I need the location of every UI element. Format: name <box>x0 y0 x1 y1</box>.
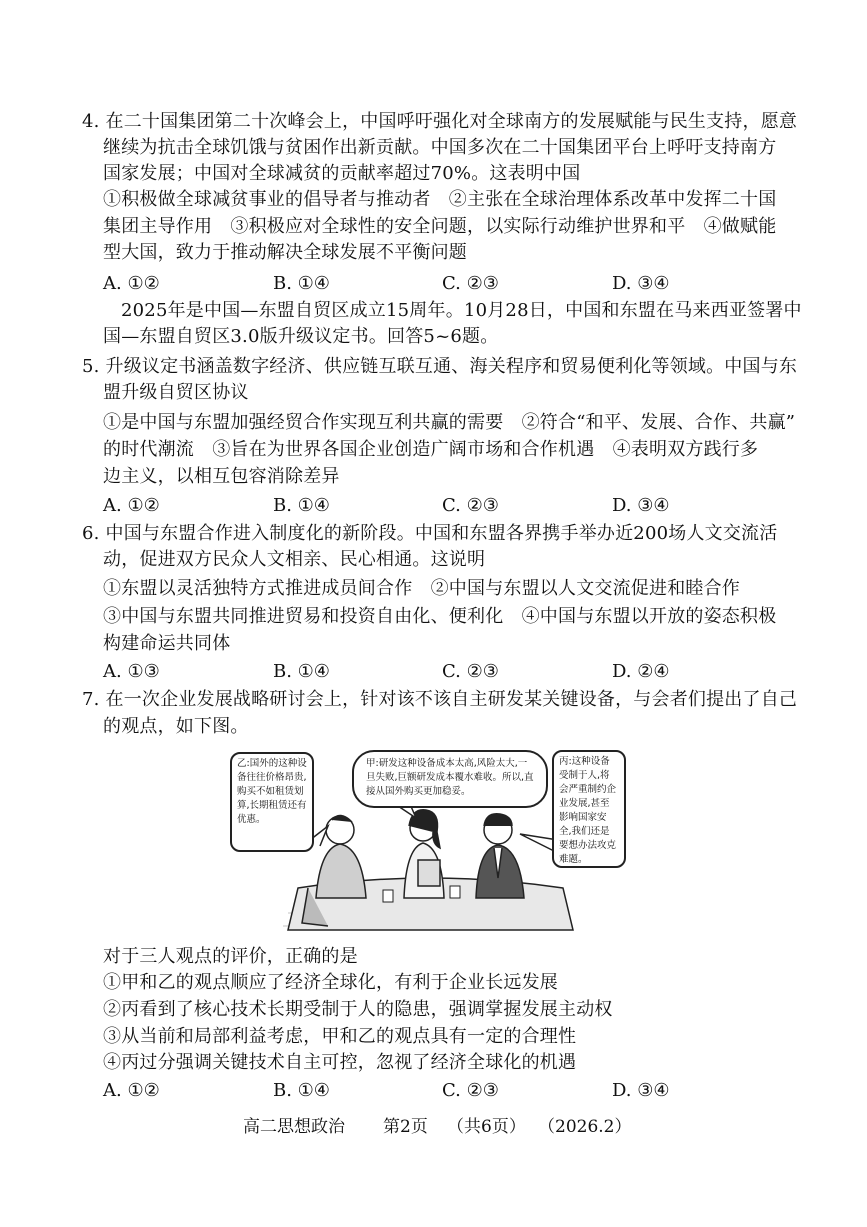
q6-option-b: B. ①④ <box>273 661 330 682</box>
q4-option-a: A. ①② <box>103 273 160 294</box>
intro-line-1: 2025年是中国—东盟自贸区成立15周年。10月28日，中国和东盟在马来西亚签署中 <box>121 300 802 321</box>
q4-option-b: B. ①④ <box>273 273 330 294</box>
q7-line-1: 7. 在一次企业发展战略研讨会上，针对该不该自主研发某关键设备，与会者们提出了自己 <box>82 689 798 710</box>
q4-line-2: 继续为抗击全球饥饿与贫困作出新贡献。中国多次在二十国集团平台上呼吁支持南方 <box>103 137 777 158</box>
q7-option-c: C. ②③ <box>442 1080 499 1101</box>
q4-option-c: C. ②③ <box>442 273 499 294</box>
q5-line-3: ①是中国与东盟加强经贸合作实现互利共赢的需要 ②符合“和平、发展、合作、共赢” <box>103 412 796 433</box>
person-bing <box>476 814 524 898</box>
cup-2 <box>450 886 460 898</box>
q5-option-b: B. ①④ <box>273 495 330 516</box>
cup-1 <box>383 890 393 902</box>
q6-option-c: C. ②③ <box>442 661 499 682</box>
footer-page: 第2页 <box>383 1117 428 1137</box>
q7-option-a: A. ①② <box>103 1080 160 1101</box>
q7-choice-3: ③从当前和局部利益考虑，甲和乙的观点具有一定的合理性 <box>103 1026 577 1047</box>
q5-line-4: 的时代潮流 ③旨在为世界各国企业创造广阔市场和合作机遇 ④表明双方践行多 <box>103 439 759 460</box>
meeting-cartoon <box>228 748 628 936</box>
footer-total: （共6页） <box>447 1117 526 1137</box>
q6-option-a: A. ①③ <box>103 661 160 682</box>
q5-option-a: A. ①② <box>103 495 160 516</box>
q6-line-5: 构建命运共同体 <box>103 633 231 654</box>
q7-line-2: 的观点，如下图。 <box>103 716 249 737</box>
q5-line-1: 5. 升级议定书涵盖数字经济、供应链互联互通、海关程序和贸易便利化等领域。中国与东 <box>82 356 798 377</box>
q5-option-d: D. ③④ <box>612 495 670 516</box>
q4-line-3: 国家发展；中国对全球减贫的贡献率超过70%。这表明中国 <box>103 163 581 184</box>
q5-line-2: 盟升级自贸区协议 <box>103 382 249 403</box>
q6-line-4: ③中国与东盟共同推进贸易和投资自由化、便利化 ④中国与东盟以开放的姿态积极 <box>103 606 777 627</box>
q5-option-c: C. ②③ <box>442 495 499 516</box>
bubble-jia: 甲:研发这种设备成本太高,风险太大,一旦失败,巨额研发成本覆水难收。所以,直接从国外购买更加稳妥。 <box>352 750 548 808</box>
q6-line-3: ①东盟以灵活独特方式推进成员间合作 ②中国与东盟以人文交流促进和睦合作 <box>103 578 740 599</box>
q4-line-5: 集团主导作用 ③积极应对全球性的安全问题，以实际行动维护世界和平 ④做赋能 <box>103 216 777 237</box>
q5-line-5: 边主义，以相互包容消除差异 <box>103 466 340 487</box>
bubble-bing: 丙:这种设备受制于人,将会严重制约企业发展,甚至影响国家安全,我们还是要想办法攻克难题。 <box>552 750 626 868</box>
q4-line-1: 4. 在二十国集团第二十次峰会上，中国呼吁强化对全球南方的发展赋能与民生支持，愿意 <box>82 111 798 132</box>
q7-choice-1: ①甲和乙的观点顺应了经济全球化，有利于企业长远发展 <box>103 972 558 993</box>
q4-option-d: D. ③④ <box>612 273 670 294</box>
q6-line-2: 动，促进双方民众人文相亲、民心相通。这说明 <box>103 549 486 570</box>
q4-line-4: ①积极做全球减贫事业的倡导者与推动者 ②主张在全球治理体系改革中发挥二十国 <box>103 189 777 210</box>
q7-stem: 对于三人观点的评价，正确的是 <box>103 946 358 967</box>
q7-option-b: B. ①④ <box>273 1080 330 1101</box>
q7-choice-4: ④丙过分强调关键技术自主可控，忽视了经济全球化的机遇 <box>103 1052 577 1073</box>
bubble-yi: 乙:国外的这种设备往往价格昂贵,购买不如租赁划算,长期租赁还有优惠。 <box>230 752 314 852</box>
q6-option-d: D. ②④ <box>612 661 670 682</box>
person-jia <box>404 810 444 898</box>
q4-line-6: 型大国，致力于推动解决全球发展不平衡问题 <box>103 242 467 263</box>
footer-subject: 高二思想政治 <box>243 1117 345 1137</box>
intro-line-2: 国—东盟自贸区3.0版升级议定书。回答5~6题。 <box>103 326 499 347</box>
q7-option-d: D. ③④ <box>612 1080 670 1101</box>
q7-choice-2: ②丙看到了核心技术长期受制于人的隐患，强调掌握发展主动权 <box>103 999 613 1020</box>
q6-line-1: 6. 中国与东盟合作进入制度化的新阶段。中国和东盟各界携手举办近200场人文交流活 <box>82 523 778 544</box>
footer-date: （2026.2） <box>538 1117 632 1137</box>
